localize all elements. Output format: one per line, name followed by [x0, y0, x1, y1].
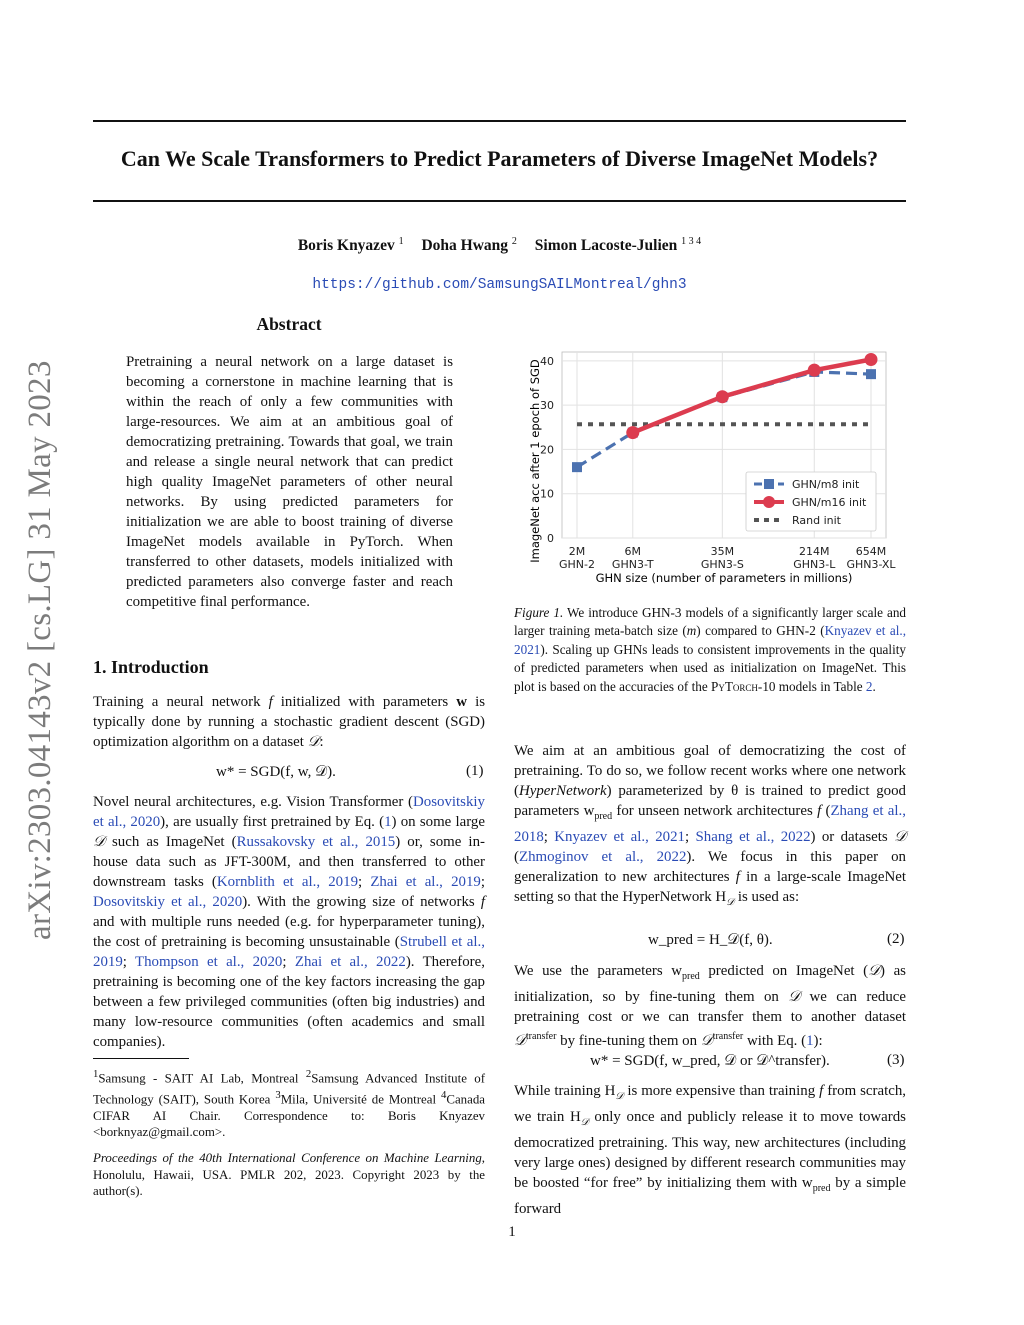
figure-1-chart	[520, 338, 910, 590]
legend-label: GHN/m16 init	[792, 496, 867, 509]
citation-link[interactable]: Zhmoginov et al., 2022	[518, 848, 687, 865]
author-name: Simon Lacoste-Julien $^{1 3 4}$	[534, 236, 702, 255]
y-tick-label: 0	[547, 532, 554, 545]
data-point-square	[572, 462, 582, 472]
chart-x-axis-label: GHN size (number of parameters in millions)	[595, 571, 853, 585]
legend-marker	[764, 479, 774, 489]
equation-3-number: (3)	[887, 1052, 905, 1068]
arxiv-stamp: arXiv:2303.04143v2 [cs.LG] 31 May 2023	[22, 360, 58, 940]
citation-link[interactable]: Dosovitskiy et al., 2020	[93, 894, 243, 910]
x-tick-label: GHN3-L	[793, 558, 836, 571]
legend-label: Rand init	[792, 514, 841, 527]
x-tick-label: 35M	[710, 545, 735, 558]
citation-link[interactable]: Strubell et al., 2019	[93, 934, 485, 970]
equation-2: w_pred = H_𝒟(f, θ).	[648, 932, 773, 948]
citation-link[interactable]: Zhai et al., 2019	[370, 874, 481, 890]
data-point-square	[866, 369, 876, 379]
equation-1: w* = SGD(f, w, 𝒟).	[216, 764, 336, 780]
y-tick-label: 20	[540, 443, 554, 457]
paper-title: Can We Scale Transformers to Predict Parameters of Diverse ImageNet Models?	[120, 146, 879, 171]
abstract-text: Pretraining a neural network on a large dataset is becoming a cornerstone in machine learning that is within the reach of only a few communities with large-resources. We aim at an ambitious goal of democratizing pretraining. Towards that goal, we train and release a single neural network that can predict high quality ImageNet parameters of other neural networks. By using predicted parameters for initialization we are able to boost training of diverse ImageNet models available in PyTorch. When transferred to other datasets, models initialized with predicted parameters also converge faster and reach competitive final performance.	[126, 354, 453, 610]
x-tick-label: GHN3-S	[700, 558, 744, 571]
x-tick-label: GHN-2	[559, 558, 595, 571]
x-tick-label: 214M	[799, 545, 830, 558]
x-tick-label: 2M	[568, 545, 586, 558]
data-point-circle	[716, 390, 729, 403]
legend-label: GHN/m8 init	[792, 478, 860, 491]
citation-link[interactable]: Zhang et al., 2018	[514, 803, 906, 845]
equation-ref-link[interactable]: 1	[806, 1032, 814, 1049]
chart-svg	[520, 338, 910, 590]
y-tick-label: 30	[540, 399, 554, 413]
citation-link[interactable]: Knyazev et al., 2021	[554, 828, 685, 845]
equation-ref-link[interactable]: 1	[384, 814, 392, 830]
citation-link[interactable]: Shang et al., 2022	[695, 828, 811, 845]
proceedings-note: Proceedings of the 40th International Conference on Machine Learning, Honolulu, Hawaii, USA. PMLR 202, 2023. Copyright 2023 by the author(s).	[93, 1151, 485, 1199]
abstract-heading: Abstract	[256, 314, 322, 334]
right-paragraph-3: While training $H_𝒟$ is more expensive than training f from scratch, we train $H_𝒟$ only once and publicly release it to move towards democratized pretraining. This way, new architectures (including very large ones) designed by different research communities may be boosted “for free” by initializing them with $w_{pred}$ by a simple forward	[514, 1083, 907, 1217]
x-tick-label: 6M	[624, 545, 642, 558]
equation-2-number: (2)	[887, 931, 905, 947]
x-tick-label: GHN3-T	[611, 558, 654, 571]
y-tick-label: 40	[540, 354, 554, 368]
table-ref-link[interactable]: 2	[865, 678, 873, 694]
author-list	[93, 236, 906, 255]
chart-y-axis-label: ImageNet acc after 1 epoch of SGD	[528, 359, 542, 563]
data-point-circle	[626, 426, 639, 439]
page-number: 1	[508, 1224, 516, 1240]
intro-paragraph-2: Novel neural architectures, e.g. Vision Transformer (Dosovitskiy et al., 2020), are usually first pretrained by Eq. (1) on some large 𝒟 such as ImageNet (Russakovsky et al., 2015) or, some in-house data such as JFT-300M, and then transferred to other downstream tasks (Kornblith et al., 2019; Zhai et al., 2019; Dosovitskiy et al., 2020). With the growing size of networks f and with multiple runs needed (e.g. for hyperparameter tuning), the cost of pretraining is becoming unsustainable (Strubell et al., 2019; Thompson et al., 2020; Zhai et al., 2022). Therefore, pretraining is becoming one of the key factors increasing the gap between a few privileged communities (often big industries) and many low-resource communities (often academics and small companies).	[93, 794, 485, 1050]
citation-link[interactable]: Dosovitskiy et al., 2020	[93, 794, 485, 830]
legend-marker	[763, 496, 775, 508]
right-paragraph-1: We aim at an ambitious goal of democratizing the cost of pretraining. To do so, we follow recent works where one network (HyperNetwork) parameterized by θ is trained to predict good parameters $w_{pred}$ for unseen network architectures f (Zhang et al., 2018; Knyazev et al., 2021; Shang et al., 2022) or datasets 𝒟 (Zhmoginov et al., 2022). We focus in this paper on generalization to new architectures f in a large-scale ImageNet setting so that the HyperNetwork $H_𝒟$ is used as:	[514, 743, 907, 908]
section-heading-introduction: 1. Introduction	[93, 657, 209, 677]
y-tick-label: 10	[540, 487, 554, 501]
citation-link[interactable]: Russakovsky et al., 2015	[236, 834, 396, 850]
x-tick-label: GHN3-XL	[846, 558, 896, 571]
chart-legend	[746, 472, 876, 531]
author-name: Boris Knyazev $^1$	[297, 236, 404, 255]
figure-1-caption: Figure 1. We introduce GHN-3 models of a significantly larger scale and larger training meta-batch size (m) compared to GHN-2 (Knyazev et al., 2021). Scaling up GHNs leads to consistent improvements in the quality of predicted parameters when used as initialization on ImageNet. This plot is based on the accuracies of the PyTorch-10 models in Table 2.	[514, 605, 907, 694]
intro-paragraph-1: Training a neural network f initialized with parameters w is typically done by running a stochastic gradient descent (SGD) optimization algorithm on a dataset 𝒟:	[93, 694, 486, 750]
title-rule-bottom	[93, 200, 906, 202]
citation-link[interactable]: Zhai et al., 2022	[294, 954, 406, 970]
affiliation-footnote: $^1$Samsung - SAIT AI Lab, Montreal $^2$Samsung Advanced Institute of Technology (SAIT), South Korea $^3$Mila, Université de Montreal $^4$Canada CIFAR AI Chair. Correspondence to: Boris Knyazev <borknyaz@gmail.com>.	[93, 1068, 486, 1140]
citation-link[interactable]: Kornblith et al., 2019	[216, 874, 359, 890]
right-paragraph-2: We use the parameters $w_{pred}$ predicted on ImageNet (𝒟) as initialization, so by fine-tuning them on 𝒟 we can reduce pretraining cost or we can transfer them to another dataset 𝒟$^{transfer}$ by fine-tuning them on 𝒟$^{transfer}$ with Eq. (1):	[514, 963, 906, 1049]
author-name: Doha Hwang $^2$	[421, 236, 517, 255]
title-rule-top	[93, 120, 906, 122]
equation-1-number: (1)	[466, 763, 484, 779]
citation-link[interactable]: Knyazev et al., 2021	[514, 623, 906, 657]
data-point-circle	[865, 353, 878, 366]
data-point-circle	[808, 364, 821, 377]
x-tick-label: 654M	[855, 545, 887, 558]
equation-3: w* = SGD(f, w_pred, 𝒟 or 𝒟^transfer).	[590, 1053, 830, 1069]
repo-link[interactable]: https://github.com/SamsungSAILMontreal/ghn3	[312, 277, 687, 293]
footnote-rule	[93, 1058, 189, 1059]
citation-link[interactable]: Thompson et al., 2020	[134, 954, 283, 970]
